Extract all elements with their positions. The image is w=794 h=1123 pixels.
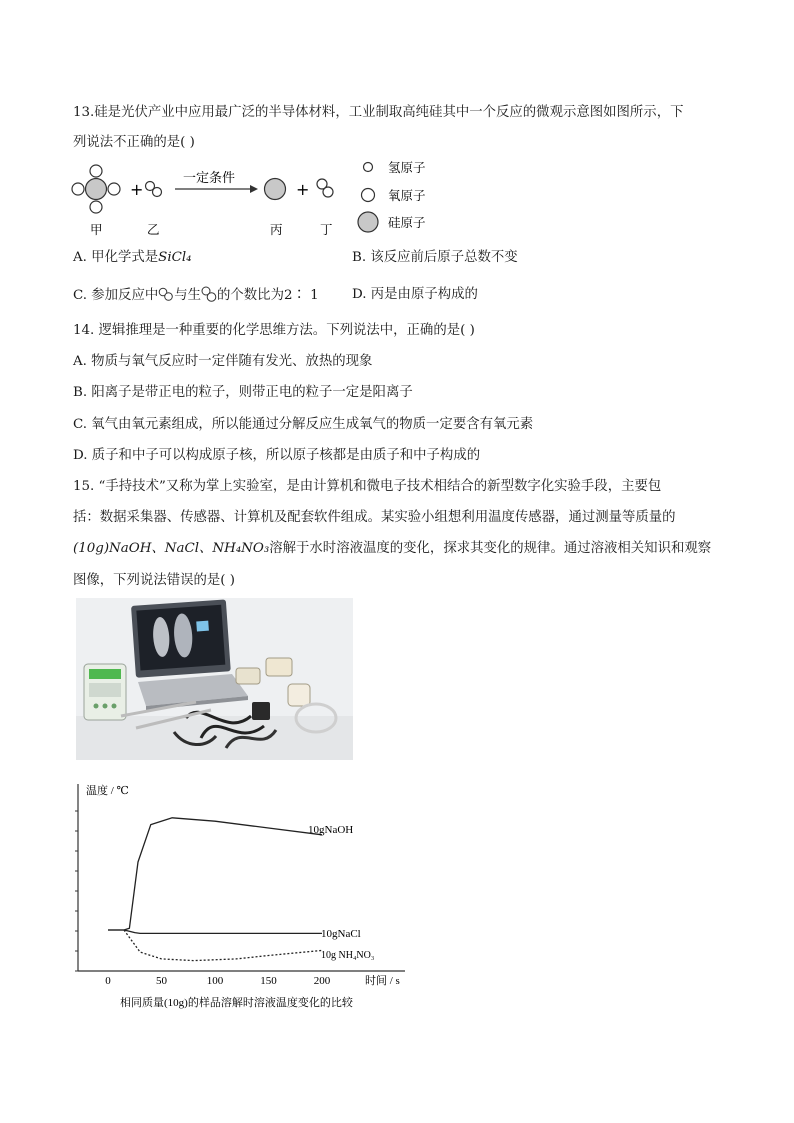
q14-stem: 14. 逻辑推理是一种重要的化学思维方法。下列说法中，正确的是( ): [73, 323, 475, 338]
q15-stem-line4: 图像，下列说法错误的是( ): [73, 573, 236, 588]
legend-oxygen: 氧原子: [388, 188, 426, 203]
q13-option-b: B. 该反应前后原子总数不变: [352, 250, 518, 265]
series-nh4no3-line: [124, 930, 322, 961]
reaction-diagram: [70, 158, 470, 247]
label-bing: 丙: [270, 222, 283, 237]
label-jia: 甲: [90, 222, 103, 237]
x-axis-label: 时间 / s: [365, 975, 400, 987]
legend-oxygen-icon: [362, 189, 375, 202]
series-label-nacl: 10gNaCl: [321, 928, 361, 940]
q13-stem-line2: 列说法不正确的是( ): [73, 135, 195, 150]
q15-stem-line2: 括：数据采集器、传感器、计算机及配套软件组成。某实验小组想利用温度传感器，通过测量等质量的: [73, 510, 676, 525]
q14-option-b: B. 阳离子是带正电的粒子，则带正电的粒子一定是阳离子: [73, 385, 413, 400]
legend-silicon: 硅原子: [388, 215, 426, 230]
temperature-chart: [60, 778, 420, 1017]
legend-hydrogen: 氢原子: [388, 160, 426, 175]
legend-hydrogen-icon: [364, 163, 373, 172]
q13-option-c: C. 参加反应中 与生 的个数比为2∶ 1: [73, 288, 319, 303]
label-yi: 乙: [147, 222, 160, 237]
hydrogen-molecule-icon: [158, 286, 174, 302]
x-tick-label: 0: [105, 975, 111, 987]
svg-text:+: +: [130, 180, 144, 199]
label-ding: 丁: [320, 222, 333, 237]
q14-option-c: C. 氧气由氧元素组成，所以能通过分解反应生成氧气的物质一定要含有氧元素: [73, 417, 534, 432]
svg-text:+: +: [296, 180, 310, 199]
q13-stem-line1: 13.硅是光伏产业中应用最广泛的半导体材料，工业制取高纯硅其中一个反应的微观示意图如图所示，下: [73, 105, 684, 120]
molecule-jia: [72, 165, 120, 213]
q15-stem-line3: (10g)NaOH、NaCl、NH₄NO₃溶解于水时溶液温度的变化，探求其变化的规律。通过溶液相关知识和观察: [73, 541, 712, 556]
molecule-yi: [146, 182, 162, 197]
x-tick-label: 100: [206, 975, 224, 987]
y-axis-label: 温度 / ℃: [86, 785, 129, 797]
chart-caption: 相同质量(10g)的样品溶解时溶液温度变化的比较: [120, 997, 353, 1009]
legend-silicon-icon: [358, 212, 378, 232]
q13-option-d: D. 丙是由原子构成的: [352, 287, 478, 302]
q13-option-a: A. 甲化学式是SiCl₄: [73, 250, 192, 265]
x-tick-label: 50: [156, 975, 167, 987]
reaction-condition: 一定条件: [183, 171, 236, 186]
q14-option-a: A. 物质与氧气反应时一定伴随有发光、放热的现象: [73, 354, 373, 369]
q14-option-d: D. 质子和中子可以构成原子核，所以原子核都是由质子和中子构成的: [73, 448, 481, 463]
q15-stem-line1: 15. “手持技术”又称为掌上实验室，是由计算机和微电子技术相结合的新型数字化实验手段，主要包: [73, 479, 662, 494]
x-tick-label: 200: [313, 975, 331, 987]
molecule-bing: [265, 179, 286, 200]
x-tick-label: 150: [260, 975, 277, 987]
series-nacl-line: [108, 930, 322, 933]
molecule-ding: [317, 179, 333, 197]
series-label-naoh: 10gNaOH: [308, 824, 354, 836]
series-label-nh4no3: 10g NH₄NO₃: [321, 950, 375, 961]
hcl-molecule-icon: [201, 286, 217, 302]
series-naoh-line: [108, 818, 322, 930]
equipment-photo: [76, 598, 353, 760]
